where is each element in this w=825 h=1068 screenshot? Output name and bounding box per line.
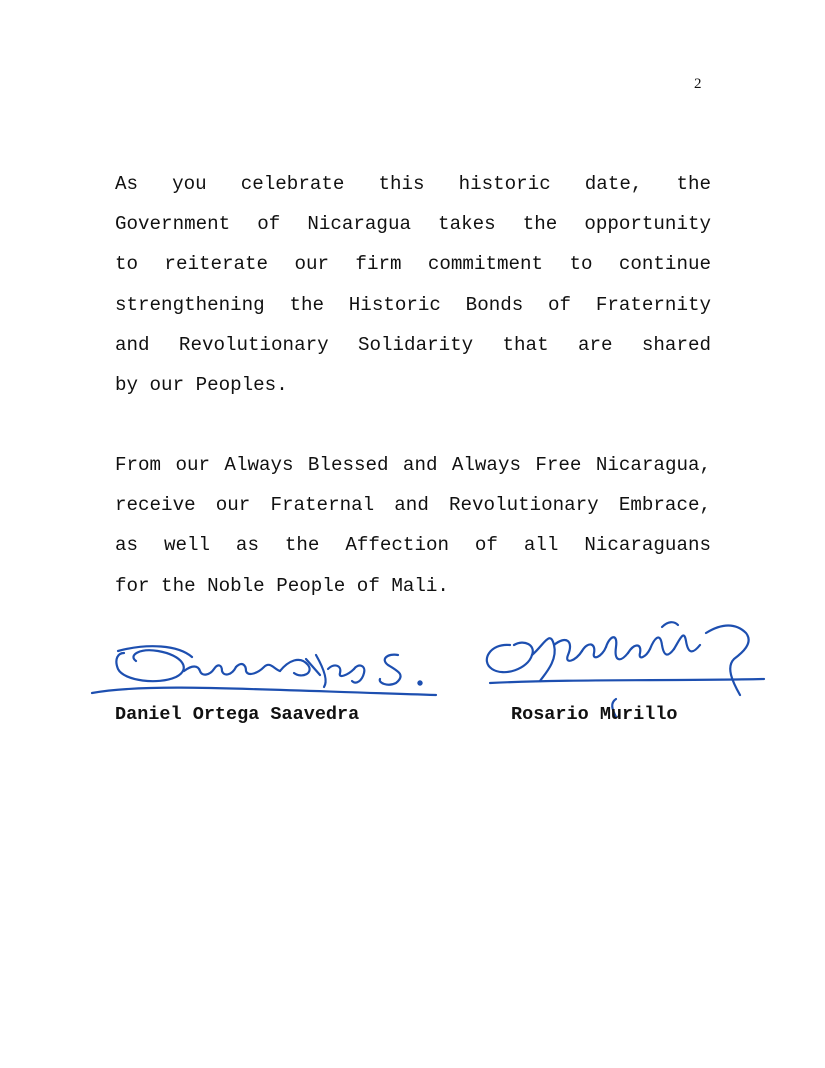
signatory-name: Rosario Murillo — [511, 704, 678, 725]
paragraph-embrace — [115, 445, 711, 606]
paragraph-line: From our Always Blessed and Always Free Nicaragua, — [115, 454, 711, 476]
signatory-name: Daniel Ortega Saavedra — [115, 704, 360, 725]
paragraph-line: As you celebrate this historic date, the — [115, 173, 711, 195]
paragraph-line: strengthening the Historic Bonds of Fraternity — [115, 293, 711, 316]
paragraph-celebration — [115, 164, 711, 405]
paragraph-line: as well as the Affection of all Nicaraguans — [115, 534, 711, 557]
paragraph-line: by our Peoples. — [115, 374, 288, 397]
paragraph-line: to reiterate our firm commitment to continue — [115, 253, 711, 276]
paragraph-line: receive our Fraternal and Revolutionary Embrace, — [115, 494, 711, 517]
signature-daniel-ortega — [88, 625, 448, 705]
page-number: 2 — [694, 76, 702, 92]
paragraph-line: for the Noble People of Mali. — [115, 574, 449, 597]
paragraph-line: and Revolutionary Solidarity that are shared — [115, 333, 711, 356]
paragraph-line: Government of Nicaragua takes the opportunity — [115, 213, 711, 236]
